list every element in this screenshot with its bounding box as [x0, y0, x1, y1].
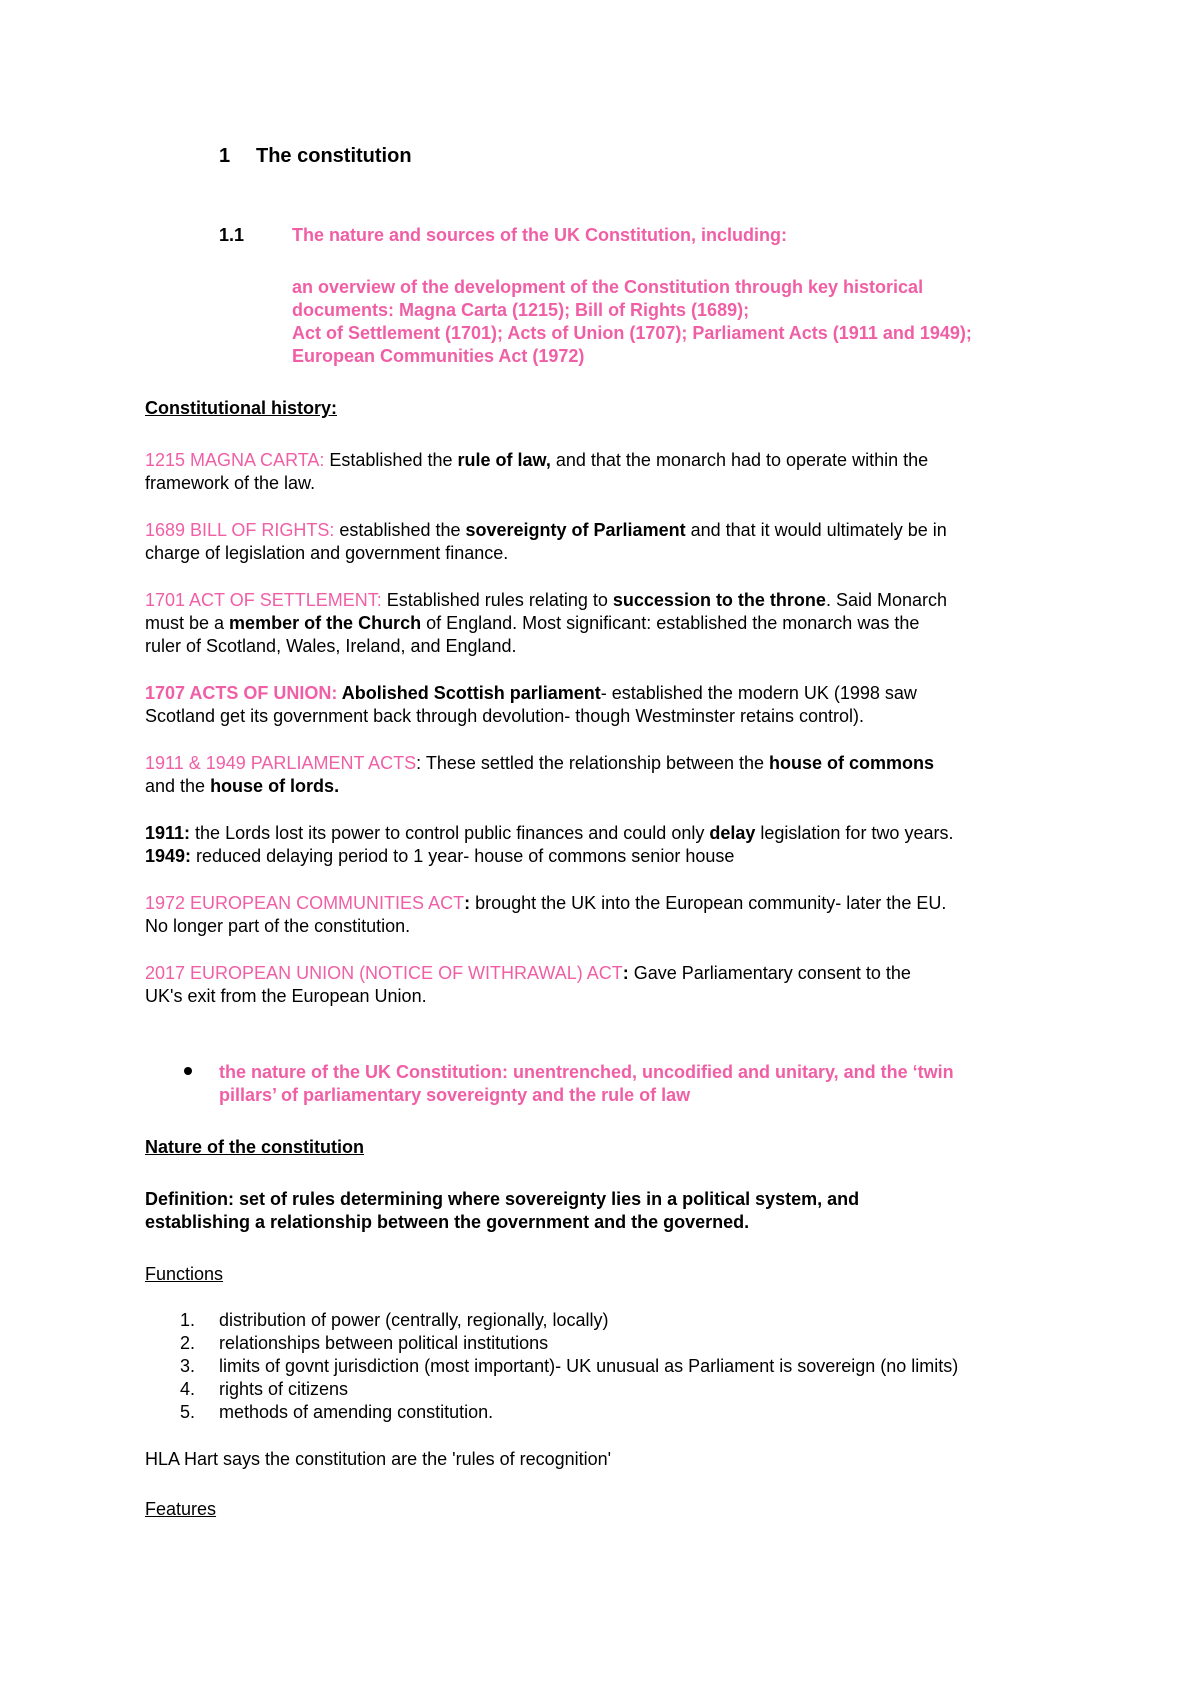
magna-line2: framework of the law.: [145, 473, 316, 493]
parliament-acts-text: : These settled the relationship between the: [416, 753, 770, 773]
magna-text: and that the monarch had to operate within the: [550, 450, 929, 470]
union-text: - established the modern UK (1998 saw: [600, 683, 917, 703]
bullet-dot: [184, 1067, 192, 1075]
history-title: Constitutional history:: [145, 398, 337, 418]
spec-number: 1.1: [219, 225, 245, 245]
settlement-text: of England. Most significant: established the monarch was the: [421, 613, 920, 633]
spec-title: The nature and sources of the UK Constitution, including:: [292, 225, 787, 245]
bill-bold: sovereignty of Parliament: [465, 520, 686, 540]
magna-label: 1215 MAGNA CARTA:: [145, 450, 325, 470]
hart-quote: HLA Hart says the constitution are the 'rules of recognition': [145, 1449, 612, 1469]
features-title: Features: [145, 1499, 217, 1519]
bill-label: 1689 BILL OF RIGHTS:: [145, 520, 335, 540]
settlement-text: . Said Monarch: [825, 590, 947, 610]
bill-text: and that it would ultimately be in: [685, 520, 947, 540]
parliament-acts-text: and the: [145, 776, 211, 796]
spec-overview-line: an overview of the development of the Constitution through key historical: [292, 277, 924, 297]
bill-text: established the: [334, 520, 466, 540]
parliament-acts-bold: house of lords.: [210, 776, 340, 796]
function-text: methods of amending constitution.: [219, 1402, 494, 1422]
year-1949-label: 1949:: [145, 846, 192, 866]
withdrawal-line2: UK's exit from the European Union.: [145, 986, 427, 1006]
function-number: 2.: [180, 1333, 196, 1353]
entry-1911: [145, 822, 953, 845]
heading-number: 1: [219, 145, 231, 167]
settlement-bold: member of the Church: [229, 613, 422, 633]
definition-line: establishing a relationship between the government and the governed.: [145, 1212, 750, 1232]
nature-title: Nature of the constitution: [145, 1137, 364, 1157]
union-line2: Scotland get its government back through devolution- though Westminster retains control).: [145, 706, 865, 726]
definition-line: Definition: set of rules determining where sovereignty lies in a political system, and: [145, 1189, 860, 1209]
parliament-acts-bold: house of commons: [769, 753, 935, 773]
settlement-text: must be a: [145, 613, 230, 633]
function-text: limits of govnt jurisdiction (most important)- UK unusual as Parliament is sovereign (no limits): [219, 1356, 959, 1376]
eca-text: brought the UK into the European community- later the EU.: [470, 893, 947, 913]
entry-magna-carta: [145, 449, 928, 472]
function-number: 4.: [180, 1379, 196, 1399]
withdrawal-colon: :: [622, 963, 629, 983]
function-number: 3.: [180, 1356, 196, 1376]
function-number: 5.: [180, 1402, 196, 1422]
year-1911-text: the Lords lost its power to control public finances and could only: [190, 823, 710, 843]
function-number: 1.: [180, 1310, 196, 1330]
eca-line2: No longer part of the constitution.: [145, 916, 411, 936]
entry-bill-of-rights: [145, 519, 947, 542]
year-1911-bold: delay: [709, 823, 756, 843]
parliament-acts-label: 1911 & 1949 PARLIAMENT ACTS: [145, 753, 417, 773]
function-text: relationships between political institutions: [219, 1333, 549, 1353]
bullet-item-line: the nature of the UK Constitution: unentrenched, uncodified and unitary, and the ‘twin: [219, 1062, 954, 1082]
year-1911-label: 1911:: [145, 823, 191, 843]
settlement-line3: ruler of Scotland, Wales, Ireland, and England.: [145, 636, 517, 656]
settlement-bold: succession to the throne: [612, 590, 826, 610]
eca-colon: :: [464, 893, 471, 913]
entry-withdrawal: [145, 962, 911, 985]
settlement-label: 1701 ACT OF SETTLEMENT:: [145, 590, 382, 610]
entry-act-of-settlement: [145, 589, 947, 612]
entry-parliament-acts: [145, 752, 934, 775]
settlement-text: Established rules relating to: [381, 590, 613, 610]
function-text: distribution of power (centrally, regionally, locally): [219, 1310, 609, 1330]
spec-overview-line: documents: Magna Carta (1215); Bill of Rights (1689);: [292, 300, 750, 320]
functions-title: Functions: [145, 1264, 224, 1284]
heading-title: The constitution: [256, 145, 412, 167]
spec-overview-line: European Communities Act (1972): [292, 346, 585, 366]
withdrawal-label: 2017 EUROPEAN UNION (NOTICE OF WITHRAWAL) ACT: [145, 963, 623, 983]
spec-overview-line: Act of Settlement (1701); Acts of Union (1707); Parliament Acts (1911 and 1949);: [292, 323, 972, 343]
magna-text: Established the: [324, 450, 458, 470]
bill-line2: charge of legislation and government finance.: [145, 543, 509, 563]
entry-1949: [145, 845, 734, 868]
union-bold: Abolished Scottish parliament: [337, 683, 601, 703]
function-text: rights of citizens: [219, 1379, 349, 1399]
entry-acts-of-union: [145, 682, 917, 705]
bullet-item-line: pillars’ of parliamentary sovereignty and the rule of law: [219, 1085, 691, 1105]
settlement-line2: [145, 612, 919, 635]
withdrawal-text: Gave Parliamentary consent to the: [628, 963, 911, 983]
eca-label: 1972 EUROPEAN COMMUNITIES ACT: [145, 893, 465, 913]
union-label: 1707 ACTS OF UNION:: [145, 683, 338, 703]
parliament-acts-line2: [145, 775, 339, 798]
magna-bold: rule of law,: [457, 450, 551, 470]
year-1949-text: reduced delaying period to 1 year- house of commons senior house: [191, 846, 735, 866]
year-1911-text: legislation for two years.: [755, 823, 954, 843]
entry-eca: [145, 892, 946, 915]
